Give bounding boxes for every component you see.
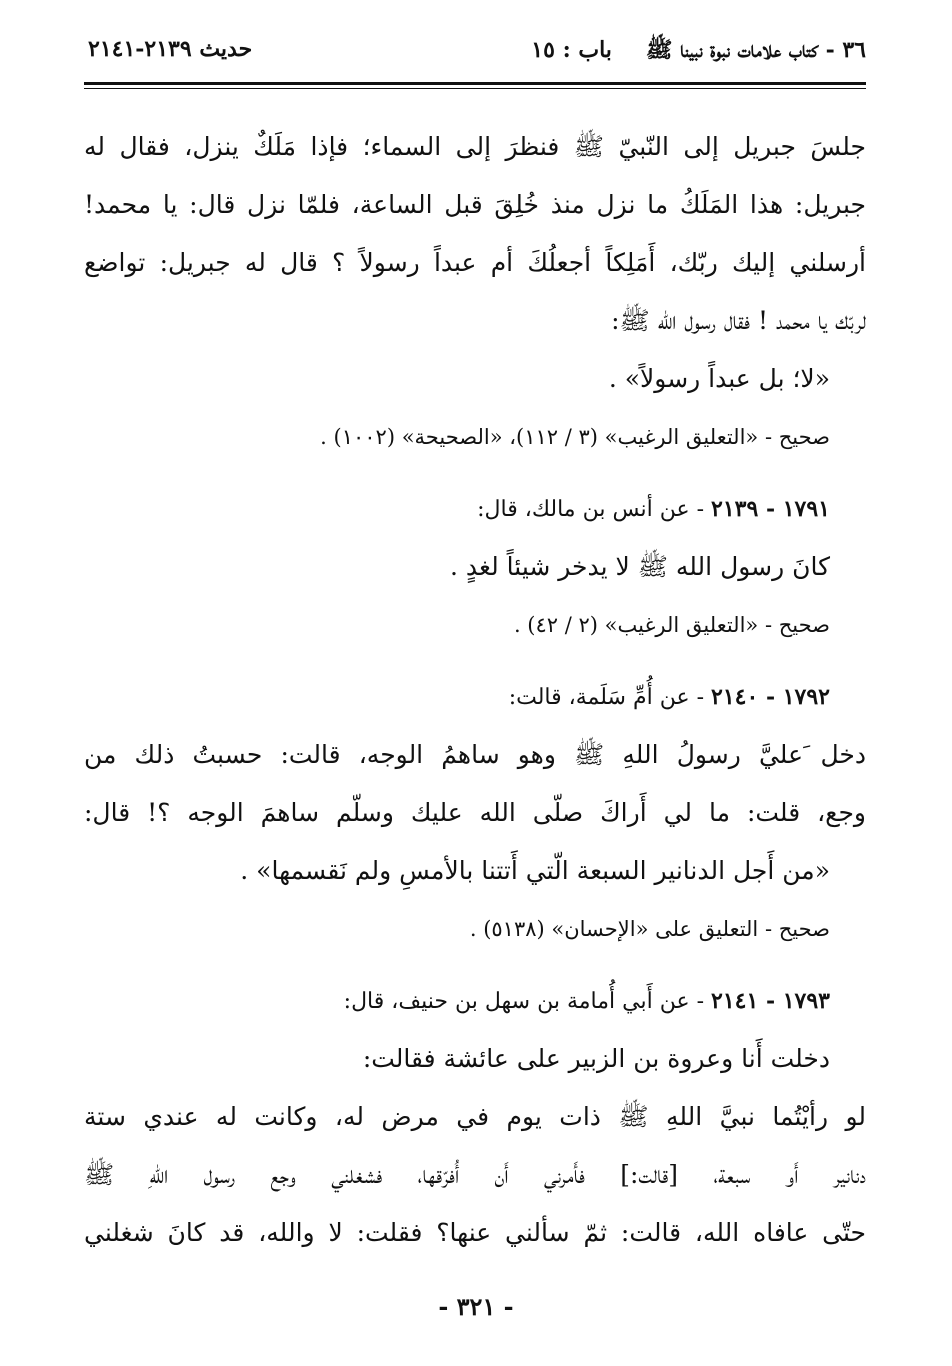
grading-note: صحيح - التعليق على «الإحسان» (٥١٣٨) .: [469, 917, 830, 941]
text-line: دخلت أَنا وعروة بن الزبير على عائشة فقالت:: [362, 1044, 830, 1073]
hadith-number: ١٧٩٢ - ٢١٤٠: [711, 684, 830, 710]
page-number: - ٣٢١ -: [438, 1292, 514, 1321]
text-line: لو رأيْتُما نبيَّ اللهِ ﷺ ذات يوم في مرض له، وكانت له عندي ستة: [84, 1102, 866, 1131]
text-line: جلسَ جبريل إلى النّبيّ ﷺ فنظرَ إلى السماء؛ فإذا مَلَكٌ ينزل، فقال له: [84, 132, 866, 161]
text-line: دخل َعليَّ رسولُ اللهِ ﷺ وهو ساهمُ الوجه، قالت: حسبتُ ذلك من: [84, 740, 866, 769]
prophet-quote: «لا؛ بل عبداً رسولاً» .: [608, 364, 830, 393]
hadith-narrator: - عن أُمِّ سَلَمة، قالت:: [508, 685, 705, 710]
hadith-number: ١٧٩٣ - ٢١٤١: [711, 988, 830, 1014]
hadith-number: ١٧٩١ - ٢١٣٩: [711, 496, 830, 522]
text-line: وجع، قلت: ما لي أَراكَ صلّى الله عليك وسلّم ساهمَ الوجه ؟! قال:: [84, 798, 866, 827]
hadith-narrator: - عن أَبي أُمامة بن سهل بن حنيف، قال:: [343, 989, 705, 1014]
grading-note: صحيح - «التعليق الرغيب» (٣ / ١١٢)، «الصحيحة» (١٠٠٢) .: [320, 425, 830, 449]
bab-number: باب : ١٥: [531, 37, 612, 63]
page-body: [84, 118, 866, 1262]
running-header: [88, 36, 866, 76]
hadith-header: [84, 668, 866, 726]
header-rule-thick: [84, 82, 866, 85]
text-line: جبريل: هذا المَلَكُ ما نزل منذ خُلِقَ قبل الساعة، فلمّا نزل قال: يا محمد!: [84, 190, 866, 219]
text-line: لربّك يا محمد ! فقال رسول الله ﷺ:: [611, 306, 866, 335]
hadith-header: [84, 972, 866, 1030]
header-rule-thin: [84, 88, 866, 89]
text-line: دنانير أَو سبعة، [قالت:] فأَمرني أَن أُفرّقها، فشغلني وجع رسول اللهِ ﷺ: [84, 1160, 866, 1189]
text-line: حتّى عافاه الله، قالت: ثمّ سألني عنها؟ فقلت: لا والله، قد كانَ شغلني: [84, 1218, 866, 1247]
grading-note: صحيح - «التعليق الرغيب» (٢ / ٤٢) .: [513, 613, 830, 637]
text-line: أرسلني إليك ربّك، أَمَلِكاً أجعلُكَ أم عبداً رسولاً ؟ قال له جبريل: تواضع: [84, 248, 866, 277]
hadith-header: [84, 480, 866, 538]
text-line: كانَ رسول الله ﷺ لا يدخر شيئاً لغدٍ .: [450, 552, 830, 581]
hadith-range: حديث ٢١٣٩-٢١٤١: [88, 36, 253, 62]
prophet-quote: «من أَجل الدنانير السبعة الّتي أَتتنا بالأمسِ ولم نَقسمها» .: [240, 856, 830, 885]
chapter-title: ٣٦ - كتاب علامات نبوة نبينا ﷺ: [645, 37, 866, 63]
hadith-narrator: - عن أنس بن مالك، قال:: [477, 497, 705, 522]
chapter-heading: [531, 36, 866, 68]
